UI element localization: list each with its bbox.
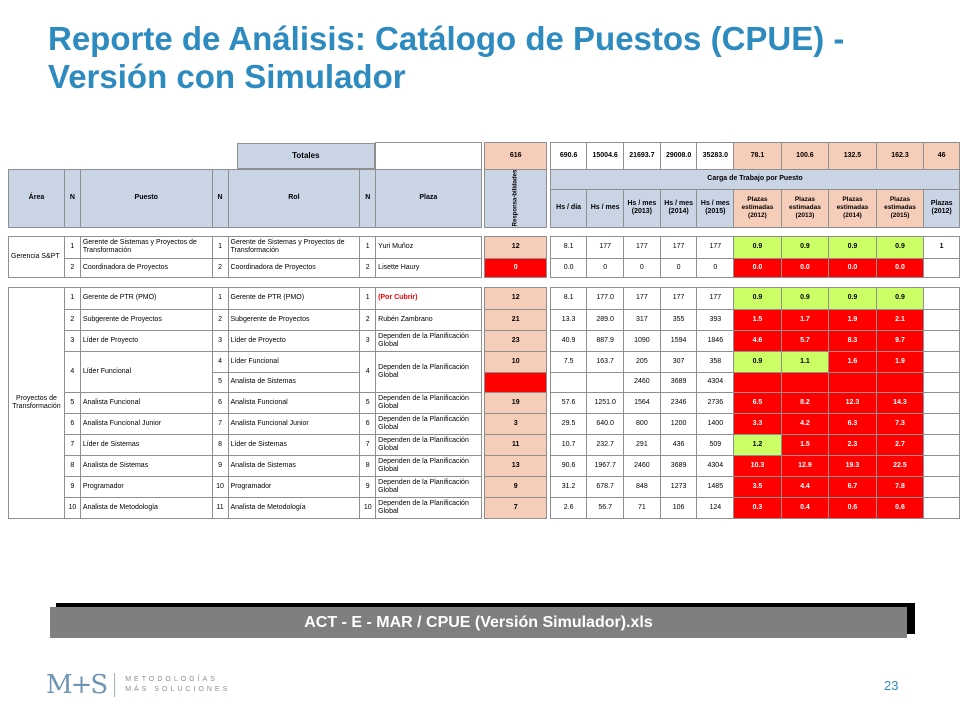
cell-plazas-2012: 0.0 [734,258,782,277]
cell-hs-dia: 8.1 [550,287,586,309]
cell-n1: 6 [64,413,80,434]
cell-plazas-2013: 8.2 [781,392,829,413]
cell-resp: 10 [485,351,547,372]
cell-hs-mes-2015: 177 [697,236,734,258]
cell-resp: 7 [485,497,547,518]
cell-n2: 9 [212,455,228,476]
cell-hs-mes-2015: 358 [697,351,734,372]
cell-rol: Líder Funcional [228,351,360,372]
cell-hs-dia: 57.6 [550,392,586,413]
cell-rol: Líder de Sistemas [228,434,360,455]
cell-resp: 23 [485,330,547,351]
total-hs-dia: 690.6 [550,143,586,170]
cell-hs-mes-2014: 3689 [660,372,697,392]
cell-hs-dia: 31.2 [550,476,586,497]
cell-puesto: Analista Funcional [80,392,212,413]
cell-resp: 12 [485,236,547,258]
cell-hs-mes-2013: 0 [624,258,661,277]
cell-hs-mes-2014: 307 [660,351,697,372]
cell-n3: 2 [360,309,376,330]
cell-hs-mes: 56.7 [587,497,624,518]
cell-rol: Subgerente de Proyectos [228,309,360,330]
cell-hs-mes-2014: 1200 [660,413,697,434]
cell-resp [485,372,547,392]
cell-rol: Analista de Sistemas [228,455,360,476]
cell-puesto: Programador [80,476,212,497]
cell-hs-mes-2013: 291 [624,434,661,455]
header-plazas-2012: Plazas estimadas (2012) [734,189,782,227]
cell-plazas-2014: 1.6 [829,351,877,372]
cell-n2: 10 [212,476,228,497]
cell-rol: Gerente de PTR (PMO) [228,287,360,309]
table-row [9,476,960,497]
cpue-table [8,142,960,519]
cell-plazas-real-2012 [924,434,960,455]
header-puesto: Puesto [80,169,212,227]
cell-hs-mes-2013: 177 [624,236,661,258]
cell-n1: 7 [64,434,80,455]
cell-hs-mes-2013: 2460 [624,372,661,392]
cell-rol: Analista de Sistemas [228,372,360,392]
logo-divider [114,673,115,697]
cell-plaza: Dependen de la Planificación Global [376,497,481,518]
cell-n1: 8 [64,455,80,476]
cell-plazas-2015: 14.3 [876,392,924,413]
cell-n2: 5 [212,372,228,392]
table-row [9,330,960,351]
table-row [9,351,960,372]
cell-hs-mes-2015: 177 [697,287,734,309]
cell-n1: 1 [64,236,80,258]
cell-resp: 11 [485,434,547,455]
cell-puesto: Líder Funcional [80,351,212,392]
cell-n2: 7 [212,413,228,434]
cell-n1: 5 [64,392,80,413]
cell-hs-mes-2015: 1485 [697,476,734,497]
cell-plazas-2015: 7.8 [876,476,924,497]
cell-plazas-2012: 10.3 [734,455,782,476]
header-n2: N [212,169,228,227]
cell-plazas-real-2012 [924,455,960,476]
cell-plazas-2015: 22.5 [876,455,924,476]
cell-plazas-2013: 1.1 [781,351,829,372]
cell-n1: 2 [64,258,80,277]
cell-hs-mes-2015: 124 [697,497,734,518]
cell-rol: Coordinadora de Proyectos [228,258,360,277]
cell-n3: 8 [360,455,376,476]
cell-plazas-2012: 3.3 [734,413,782,434]
table-row [9,258,960,277]
cell-puesto: Analista de Metodología [80,497,212,518]
table-row [9,236,960,258]
header-plazas-2014: Plazas estimadas (2014) [829,189,877,227]
cell-plazas-2014: 1.9 [829,309,877,330]
cell-hs-dia: 90.6 [550,455,586,476]
cell-plaza: Yuri Muñoz [376,236,481,258]
cell-plaza: Dependen de la Planificación Global [376,351,481,392]
cell-n3: 10 [360,497,376,518]
cell-hs-dia [550,372,586,392]
cell-hs-mes-2015: 2736 [697,392,734,413]
cell-plazas-real-2012 [924,287,960,309]
cell-hs-mes-2013: 848 [624,476,661,497]
cell-puesto: Líder de Sistemas [80,434,212,455]
cell-n1: 1 [64,287,80,309]
cell-hs-dia: 10.7 [550,434,586,455]
header-n3: N [360,169,376,227]
totals-row [9,143,960,170]
cell-plazas-real-2012 [924,258,960,277]
cell-plazas-2013: 1.5 [781,434,829,455]
header-hs-dia: Hs / día [550,189,586,227]
cell-plaza: Dependen de la Planificación Global [376,330,481,351]
cell-n2: 8 [212,434,228,455]
logo-line-2: MÁS SOLUCIONES [125,686,231,693]
company-logo [46,670,230,700]
cell-resp: 19 [485,392,547,413]
cell-plazas-2013: 4.2 [781,413,829,434]
cell-n2: 4 [212,351,228,372]
cell-puesto: Gerente de Sistemas y Proyectos de Transformación [80,236,212,258]
cell-hs-mes-2013: 205 [624,351,661,372]
cell-rol: Líder de Proyecto [228,330,360,351]
cell-plaza: Dependen de la Planificación Global [376,413,481,434]
cell-n2: 6 [212,392,228,413]
cell-hs-mes-2014: 177 [660,287,697,309]
cell-n1: 10 [64,497,80,518]
cell-n2: 1 [212,287,228,309]
cell-resp: 12 [485,287,547,309]
header-hs-mes-2014: Hs / mes (2014) [660,189,697,227]
cell-hs-dia: 0.0 [550,258,586,277]
cell-plazas-2012: 0.9 [734,287,782,309]
cell-hs-mes-2015: 0 [697,258,734,277]
cell-hs-mes: 177.0 [587,287,624,309]
cell-plazas-real-2012 [924,330,960,351]
header-plazas-real-2012: Plazas (2012) [924,189,960,227]
cell-n2: 2 [212,258,228,277]
cell-hs-mes-2014: 436 [660,434,697,455]
total-plazas-2013: 100.6 [781,143,829,170]
cell-n3: 3 [360,330,376,351]
cell-plazas-2012: 1.5 [734,309,782,330]
cell-plazas-real-2012 [924,476,960,497]
cell-hs-mes-2013: 71 [624,497,661,518]
cell-n1: 2 [64,309,80,330]
cell-plazas-real-2012: 1 [924,236,960,258]
cell-n1: 3 [64,330,80,351]
cell-hs-mes [587,372,624,392]
cell-hs-mes: 678.7 [587,476,624,497]
cell-plaza: Dependen de la Planificación Global [376,434,481,455]
cell-rol: Programador [228,476,360,497]
logo-line-1: METODOLOGÍAS [125,676,218,683]
cell-n2: 11 [212,497,228,518]
cell-hs-mes-2013: 1564 [624,392,661,413]
table-row [9,413,960,434]
cell-hs-mes-2014: 1594 [660,330,697,351]
cell-plaza: Dependen de la Planificación Global [376,455,481,476]
cell-plazas-2014: 8.3 [829,330,877,351]
cell-plazas-2013: 12.9 [781,455,829,476]
cell-plazas-2014: 0.9 [829,287,877,309]
area-cell: Proyectos de Transformación [9,287,65,518]
header-plazas-2015: Plazas estimadas (2015) [876,189,924,227]
table-row [9,455,960,476]
cell-hs-mes-2014: 3689 [660,455,697,476]
cell-plazas-real-2012 [924,372,960,392]
header-responsabilidades: Responsa-bilidades [485,169,547,227]
cell-puesto: Analista Funcional Junior [80,413,212,434]
cell-plazas-2013 [781,372,829,392]
cell-resp: 9 [485,476,547,497]
cell-n2: 2 [212,309,228,330]
cell-plazas-2014 [829,372,877,392]
logo-text [125,675,230,695]
total-hs-mes-2015: 35283.0 [697,143,734,170]
cell-rol: Gerente de Sistemas y Proyectos de Transformación [228,236,360,258]
cell-hs-mes: 289.0 [587,309,624,330]
cell-plazas-2012: 0.9 [734,236,782,258]
cell-plazas-2014: 12.3 [829,392,877,413]
cell-hs-mes-2013: 317 [624,309,661,330]
cell-n3: 1 [360,287,376,309]
cell-hs-dia: 29.5 [550,413,586,434]
cell-plazas-2015: 2.7 [876,434,924,455]
header-plaza: Plaza [376,169,481,227]
cell-plazas-2014: 6.3 [829,413,877,434]
cell-hs-mes: 1967.7 [587,455,624,476]
cell-plaza: Dependen de la Planificación Global [376,476,481,497]
total-hs-mes-2014: 29008.0 [660,143,697,170]
total-plazas-2015: 162.3 [876,143,924,170]
cell-hs-mes-2014: 177 [660,236,697,258]
cell-hs-mes-2015: 509 [697,434,734,455]
cell-plazas-2015: 0.6 [876,497,924,518]
cell-plazas-real-2012 [924,392,960,413]
total-hs-mes-2013: 21693.7 [624,143,661,170]
cell-plaza: Lisette Haury [376,258,481,277]
cell-plazas-2013: 5.7 [781,330,829,351]
cell-hs-mes: 0 [587,258,624,277]
cell-rol: Analista de Metodología [228,497,360,518]
cell-hs-mes-2013: 1090 [624,330,661,351]
cell-resp: 0 [485,258,547,277]
cell-hs-mes-2014: 1273 [660,476,697,497]
cell-n2: 3 [212,330,228,351]
cell-plazas-2012: 0.3 [734,497,782,518]
cell-plaza: Dependen de la Planificación Global [376,392,481,413]
header-area: Área [9,169,65,227]
cell-plazas-2015: 1.9 [876,351,924,372]
cell-plazas-2014: 0.6 [829,497,877,518]
cell-plazas-2015: 0.0 [876,258,924,277]
cell-hs-mes-2015: 4304 [697,372,734,392]
cell-n3: 7 [360,434,376,455]
cell-hs-dia: 13.3 [550,309,586,330]
cell-hs-mes: 887.9 [587,330,624,351]
slide-title: Reporte de Análisis: Catálogo de Puestos (CPUE) - Versión con Simulador [48,20,845,95]
cell-hs-mes-2013: 800 [624,413,661,434]
table-row [9,392,960,413]
cell-hs-mes: 1251.0 [587,392,624,413]
totals-label: Totales [237,143,376,169]
cell-plazas-2014: 0.0 [829,258,877,277]
cell-plazas-2015: 0.9 [876,236,924,258]
header-n1: N [64,169,80,227]
header-rol: Rol [228,169,360,227]
total-hs-mes: 15004.6 [587,143,624,170]
cell-hs-mes-2015: 393 [697,309,734,330]
cell-plazas-2013: 0.9 [781,287,829,309]
cell-plazas-2014: 6.7 [829,476,877,497]
cell-puesto: Analista de Sistemas [80,455,212,476]
cell-plaza: (Por Cubrir) [376,287,481,309]
cell-plaza: Rubén Zambrano [376,309,481,330]
cell-puesto: Subgerente de Proyectos [80,309,212,330]
cell-n2: 1 [212,236,228,258]
total-plazas-2014: 132.5 [829,143,877,170]
header-row-1 [9,169,960,189]
cell-n3: 6 [360,413,376,434]
cell-plazas-2013: 0.0 [781,258,829,277]
total-plazas-2012: 78.1 [734,143,782,170]
cell-n1: 4 [64,351,80,392]
cell-resp: 3 [485,413,547,434]
cell-n3: 5 [360,392,376,413]
cell-hs-mes-2015: 1400 [697,413,734,434]
cell-plazas-2015: 0.9 [876,287,924,309]
area-cell: Gerencia S&PT [9,236,65,277]
cell-n3: 1 [360,236,376,258]
cell-hs-mes-2014: 0 [660,258,697,277]
cell-hs-mes-2014: 2346 [660,392,697,413]
cell-plazas-2015: 9.7 [876,330,924,351]
file-caption: ACT - E - MAR / CPUE (Versión Simulador).xls [50,607,907,638]
cell-hs-mes: 163.7 [587,351,624,372]
cell-rol: Analista Funcional Junior [228,413,360,434]
cell-hs-dia: 7.5 [550,351,586,372]
cell-n3: 9 [360,476,376,497]
cell-n3: 2 [360,258,376,277]
cell-hs-mes: 232.7 [587,434,624,455]
cell-plazas-2014: 0.9 [829,236,877,258]
header-plazas-2013: Plazas estimadas (2013) [781,189,829,227]
table-row [9,287,960,309]
cell-plazas-2015 [876,372,924,392]
table-row [9,434,960,455]
cell-plazas-2015: 7.3 [876,413,924,434]
cell-plazas-real-2012 [924,497,960,518]
header-hs-mes: Hs / mes [587,189,624,227]
cell-plazas-2013: 0.9 [781,236,829,258]
cell-plazas-2013: 1.7 [781,309,829,330]
cell-plazas-2012: 6.5 [734,392,782,413]
table-row [9,309,960,330]
cell-plazas-2015: 2.1 [876,309,924,330]
header-carga-trabajo: Carga de Trabajo por Puesto [550,169,959,189]
cell-puesto: Coordinadora de Proyectos [80,258,212,277]
cell-plazas-2014: 2.3 [829,434,877,455]
cell-plazas-2014: 19.3 [829,455,877,476]
cell-hs-mes: 177 [587,236,624,258]
cell-plazas-2012 [734,372,782,392]
cell-hs-dia: 8.1 [550,236,586,258]
cell-plazas-2012: 3.5 [734,476,782,497]
cpue-spreadsheet [8,142,960,519]
cell-hs-mes-2013: 177 [624,287,661,309]
cell-hs-mes-2013: 2460 [624,455,661,476]
cell-puesto: Líder de Proyecto [80,330,212,351]
cell-hs-dia: 40.9 [550,330,586,351]
cell-n1: 9 [64,476,80,497]
table-row [9,497,960,518]
cell-hs-mes-2014: 106 [660,497,697,518]
cell-resp: 13 [485,455,547,476]
cell-resp: 21 [485,309,547,330]
cell-plazas-2013: 0.4 [781,497,829,518]
cell-plazas-2013: 4.4 [781,476,829,497]
cell-hs-mes-2014: 355 [660,309,697,330]
cell-plazas-2012: 0.9 [734,351,782,372]
cell-plazas-2012: 1.2 [734,434,782,455]
header-hs-mes-2015: Hs / mes (2015) [697,189,734,227]
cell-hs-dia: 2.6 [550,497,586,518]
cell-hs-mes: 640.0 [587,413,624,434]
cell-rol: Analista Funcional [228,392,360,413]
cell-plazas-real-2012 [924,413,960,434]
cell-hs-mes-2015: 4304 [697,455,734,476]
page-number: 23 [884,678,899,693]
cell-plazas-2012: 4.6 [734,330,782,351]
logo-mark: M+S [46,670,107,700]
cell-plazas-real-2012 [924,351,960,372]
total-resp: 616 [485,143,547,170]
cell-puesto: Gerente de PTR (PMO) [80,287,212,309]
cell-hs-mes-2015: 1846 [697,330,734,351]
header-hs-mes-2013: Hs / mes (2013) [624,189,661,227]
cell-plazas-real-2012 [924,309,960,330]
total-plazas-real-2012: 46 [924,143,960,170]
cell-n3: 4 [360,351,376,392]
